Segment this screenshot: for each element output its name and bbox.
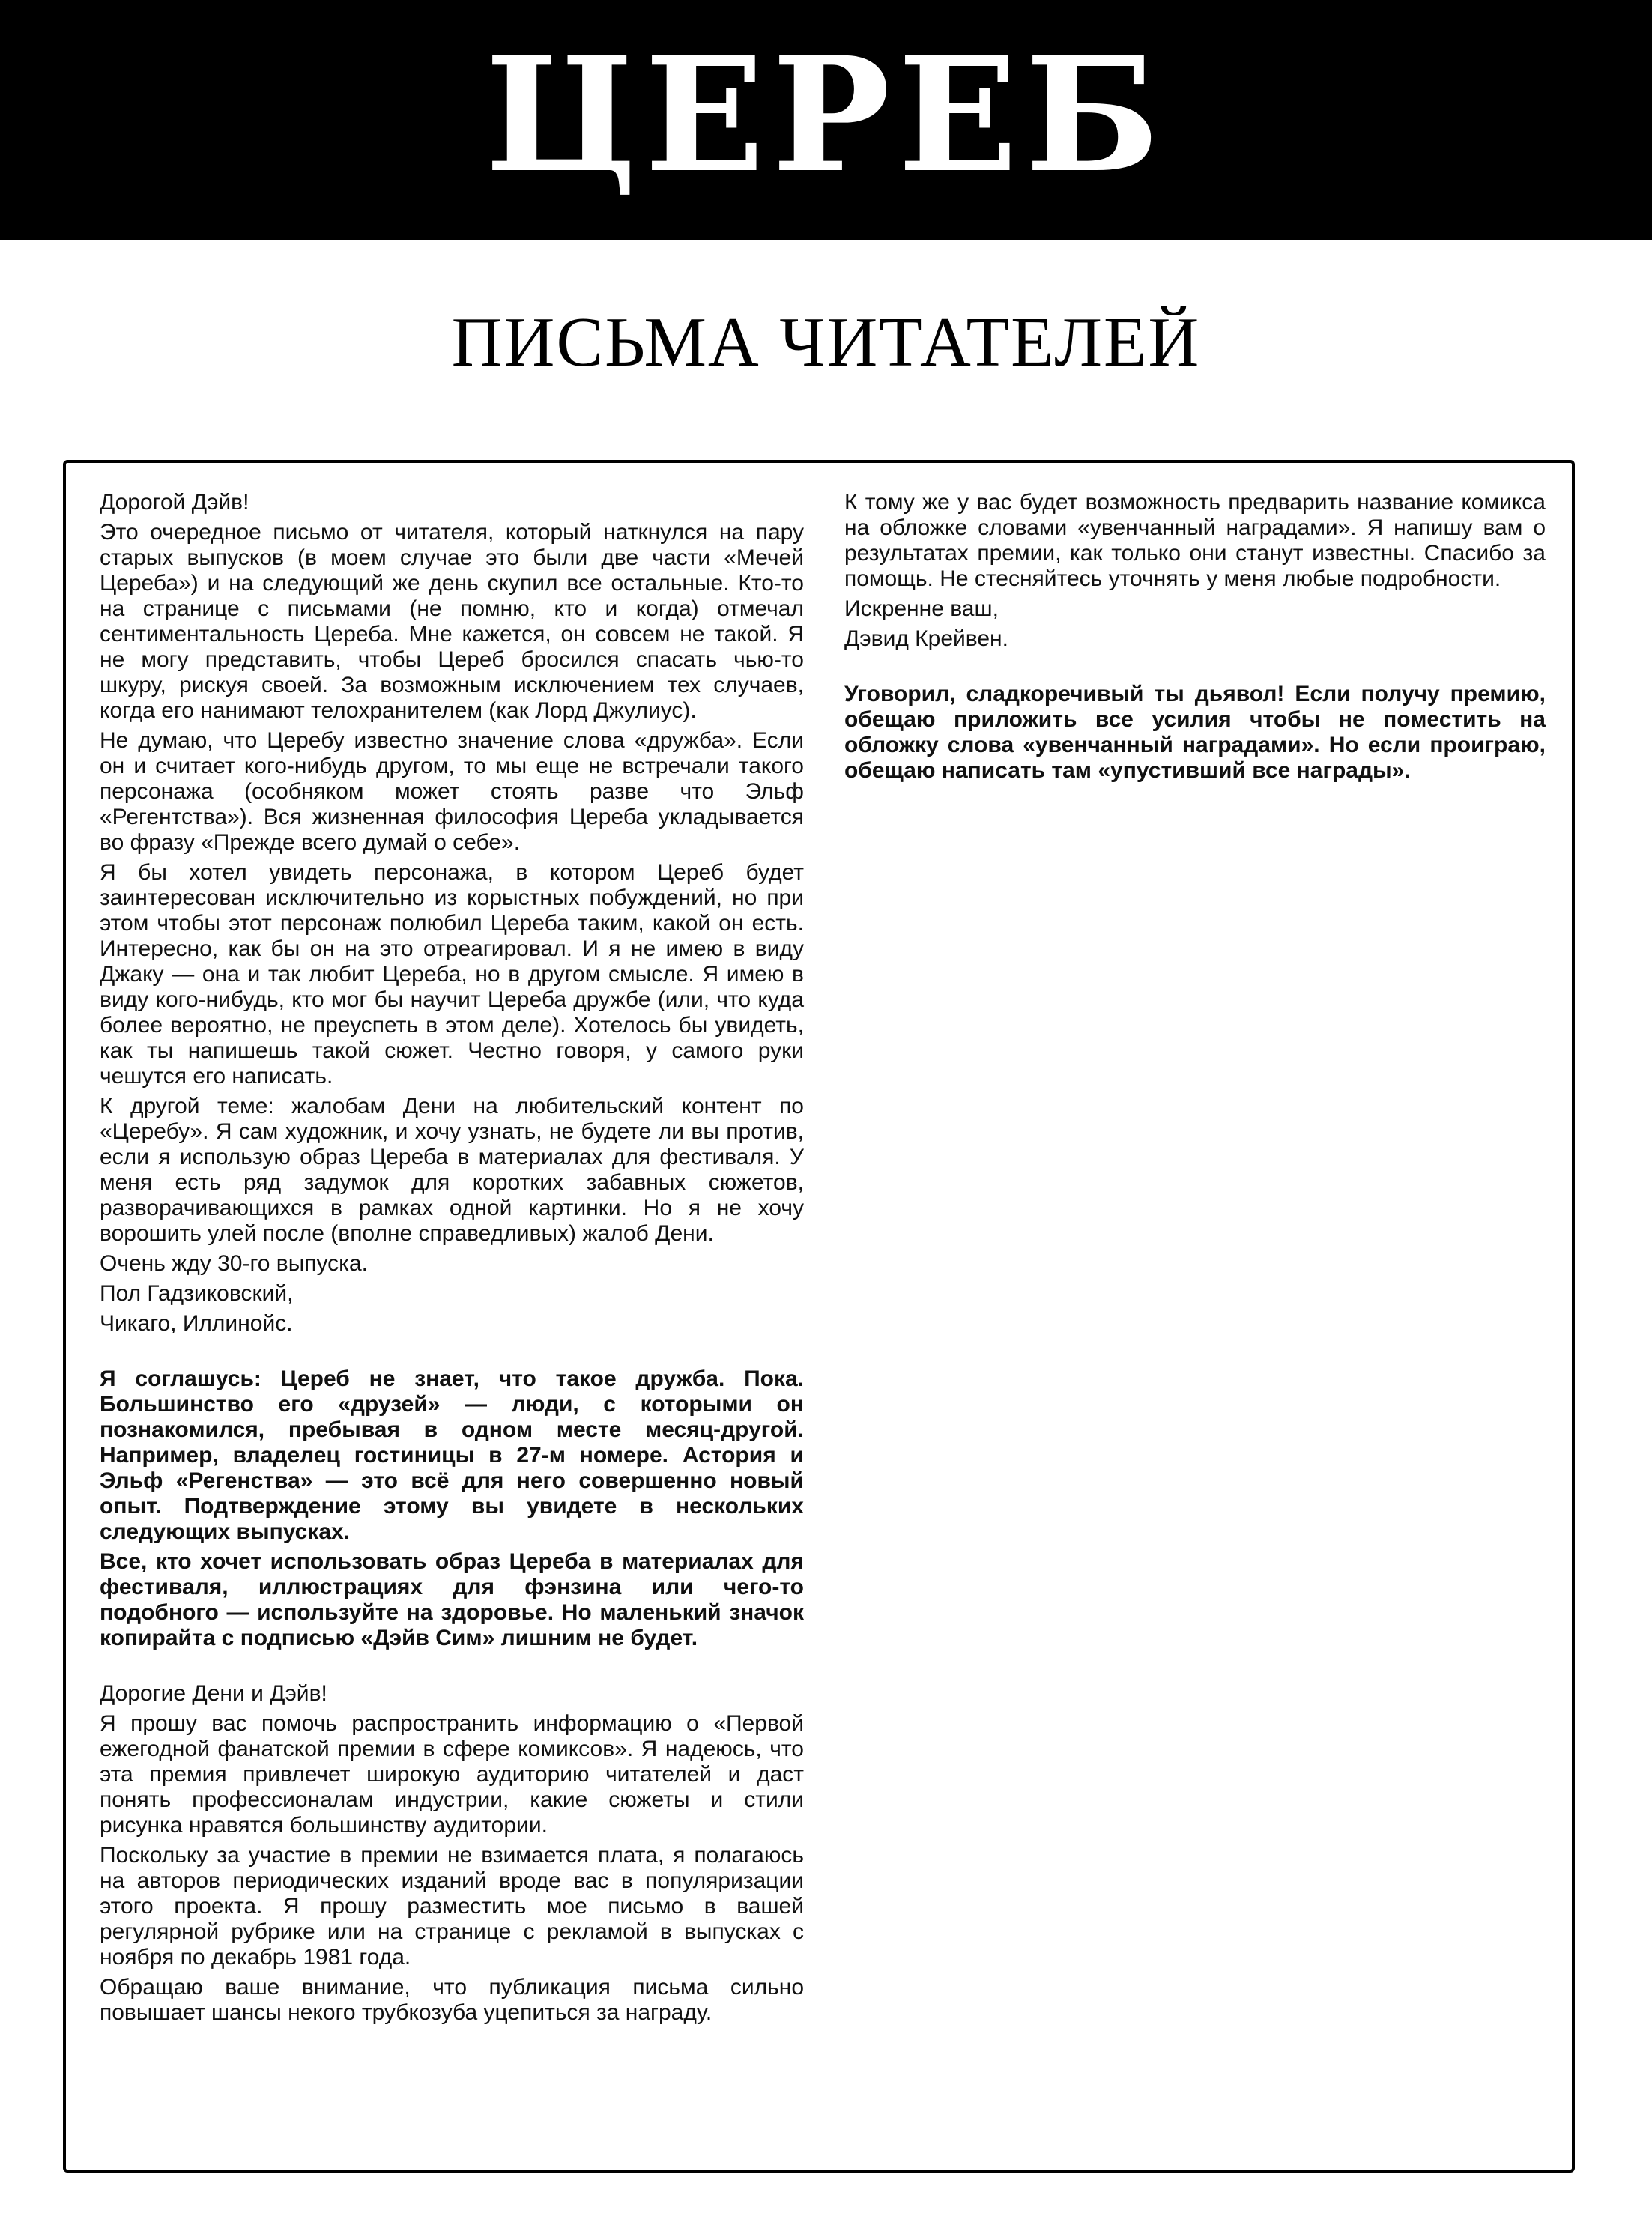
- letters-box: [63, 460, 1575, 2173]
- section-title: ПИСЬМА ЧИТАТЕЛЕЙ: [451, 303, 1201, 381]
- letter1-paragraph: Очень жду 30-го выпуска.: [100, 1251, 368, 1276]
- letter1-signature: Пол Гадзиковский,: [100, 1281, 294, 1306]
- left-column: [100, 490, 804, 2030]
- letter2-paragraph: Я прошу вас помочь распространить информацию о «Первой ежегодной фанатской премии в сфере комиксов». Я надеюсь, что эта премия привлечет широкую аудиторию читателей и даст понять профессионалам индустрии, какие сюжеты и стили рисунка нравятся большинству аудитории.: [100, 1711, 804, 1838]
- letter1-greeting: Дорогой Дэйв!: [100, 490, 249, 515]
- spacer: [844, 656, 1546, 682]
- logo: ЦЕРЕБ: [485, 22, 1167, 208]
- spacer: [100, 1341, 804, 1366]
- letter2-paragraph: Обращаю ваше внимание, что публикация письма сильно повышает шансы некого трубкозуба уцепиться за награду.: [100, 1975, 804, 2025]
- letter2-signature: Дэвид Крейвен.: [844, 626, 1008, 651]
- letter1-paragraph: Я бы хотел увидеть персонажа, в котором Цереб будет заинтересован исключительно из корыстных побуждений, но при этом чтобы этот персонаж полюбил Цереба таким, какой он есть. Интересно, как бы он на это отреагировал. И я не имею в виду Джаку — она и так любит Цереба, но в другом смысле. Я имею в виду кого-нибудь, кто мог бы научит Цереба дружбе (или, что куда более вероятно, не преуспеть в этом деле). Хотелось бы увидеть, как ты напишешь такой сюжет. Честно говоря, у самого руки чешутся его написать.: [100, 860, 804, 1089]
- letter1-location: Чикаго, Иллинойс.: [100, 1311, 293, 1336]
- header-banner: [0, 0, 1652, 240]
- editor-reply-2: [844, 682, 1546, 784]
- reply1-paragraph: Все, кто хочет использовать образ Цереба в материалах для фестиваля, иллюстрациях для фэнзина или чего-то подобного — используйте на здоровье. Но маленький значок копирайта с подписью «Дэйв Сим» лишним не будет.: [100, 1549, 804, 1650]
- letter1-paragraph: К другой теме: жалобам Дени на любительский контент по «Церебу». Я сам художник, и хочу узнать, не будете ли вы против, если я использую образ Цереба в материалах для фестиваля. У меня есть ряд задумок для коротких забавных сюжетов, разворачивающихся в рамках одной картинки. Но я не хочу ворошить улей после (вполне справедливых) жалоб Дени.: [100, 1094, 804, 1246]
- reply2-text: Уговорил, сладкоречивый ты дьявол! Если получу премию, обещаю приложить все усилия чтобы не поместить на обложку слова «увенчанный наградами». Но если проиграю, обещаю написать там «упустивший все награды».: [844, 682, 1546, 783]
- letter2-paragraph: К тому же у вас будет возможность предварить название комикса на обложке словами «увенчанный наградами». Я напишу вам о результатах премии, как только они станут известны. Спасибо за помощь. Не стесняйтесь уточнять у меня любые подробности.: [844, 490, 1546, 591]
- right-column: [844, 490, 1546, 788]
- letter1-paragraph: Это очередное письмо от читателя, который наткнулся на пару старых выпусков (в моем случае это были две части «Мечей Цереба») и на следующий же день скупил все остальные. Кто-то на странице с письмами (не помню, кто и когда) отмечал сентиментальность Цереба. Мне кажется, он совсем не такой. Я не могу представить, чтобы Цереб бросился спасать чью-то шкуру, рискуя своей. За возможным исключением тех случаев, когда его нанимают телохранителем (как Лорд Джулиус).: [100, 520, 804, 723]
- reply1-paragraph: Я соглашусь: Цереб не знает, что такое дружба. Пока. Большинство его «друзей» — люди, с которыми он познакомился, пребывая в одном месте месяц-другой. Например, владелец гостиницы в 27-м номере. Астория и Эльф «Регенства» — это всё для него совершенно новый опыт. Подтверждение этому вы увидете в нескольких следующих выпусках.: [100, 1366, 804, 1544]
- letter2-greeting: Дорогие Дени и Дэйв!: [100, 1681, 327, 1706]
- editor-reply-1: [100, 1366, 804, 1651]
- letter2-closing: Искренне ваш,: [844, 596, 999, 621]
- letter1-paragraph: Не думаю, что Церебу известно значение слова «дружба». Если он и считает кого-нибудь другом, то мы еще не встречали такого персонажа (особняком может стоять разве что Эльф «Регентства»). Вся жизненная философия Цереба укладывается во фразу «Прежде всего думай о себе».: [100, 728, 804, 855]
- spacer: [100, 1656, 804, 1681]
- letter2-paragraph: Поскольку за участие в премии не взимается плата, я полагаюсь на авторов периодических изданий вроде вас в популяризации этого проекта. Я прошу разместить мое письмо в вашей регулярной рубрике или на странице с рекламой в выпусках с ноября по декабрь 1981 года.: [100, 1843, 804, 1970]
